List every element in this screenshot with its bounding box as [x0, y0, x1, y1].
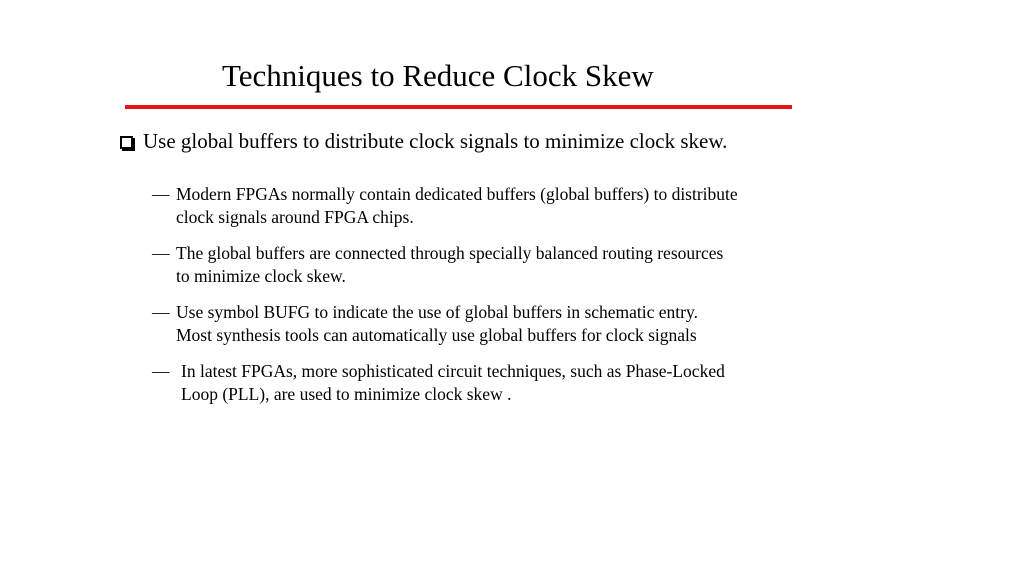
main-bullet	[120, 127, 727, 155]
sub-item-1-line-2: clock signals around FPGA chips.	[176, 207, 414, 227]
sub-item-3	[152, 301, 698, 347]
dash-marker: —	[152, 243, 170, 263]
sub-item-4-line-2: Loop (PLL), are used to minimize clock skew .	[181, 384, 512, 404]
title-underline	[125, 105, 792, 109]
sub-item-2	[152, 242, 723, 288]
sub-item-4	[152, 360, 725, 406]
sub-item-3-line-2: Most synthesis tools can automatically use global buffers for clock signals	[176, 325, 697, 345]
sub-item-1	[152, 183, 738, 229]
dash-marker: —	[152, 302, 170, 322]
sub-item-3-line-1: Use symbol BUFG to indicate the use of global buffers in schematic entry.	[176, 302, 698, 322]
dash-marker: —	[152, 361, 170, 381]
main-bullet-text: Use global buffers to distribute clock signals to minimize clock skew.	[143, 129, 728, 153]
dash-marker: —	[152, 184, 170, 204]
sub-item-4-line-1: In latest FPGAs, more sophisticated circuit techniques, such as Phase-Locked	[181, 361, 725, 381]
sub-item-2-line-2: to minimize clock skew.	[176, 266, 346, 286]
sub-item-1-line-1: Modern FPGAs normally contain dedicated buffers (global buffers) to distribute	[176, 184, 738, 204]
checkbox-icon	[120, 136, 133, 149]
slide-title: Techniques to Reduce Clock Skew	[222, 58, 654, 93]
sub-item-2-line-1: The global buffers are connected through specially balanced routing resources	[176, 243, 724, 263]
